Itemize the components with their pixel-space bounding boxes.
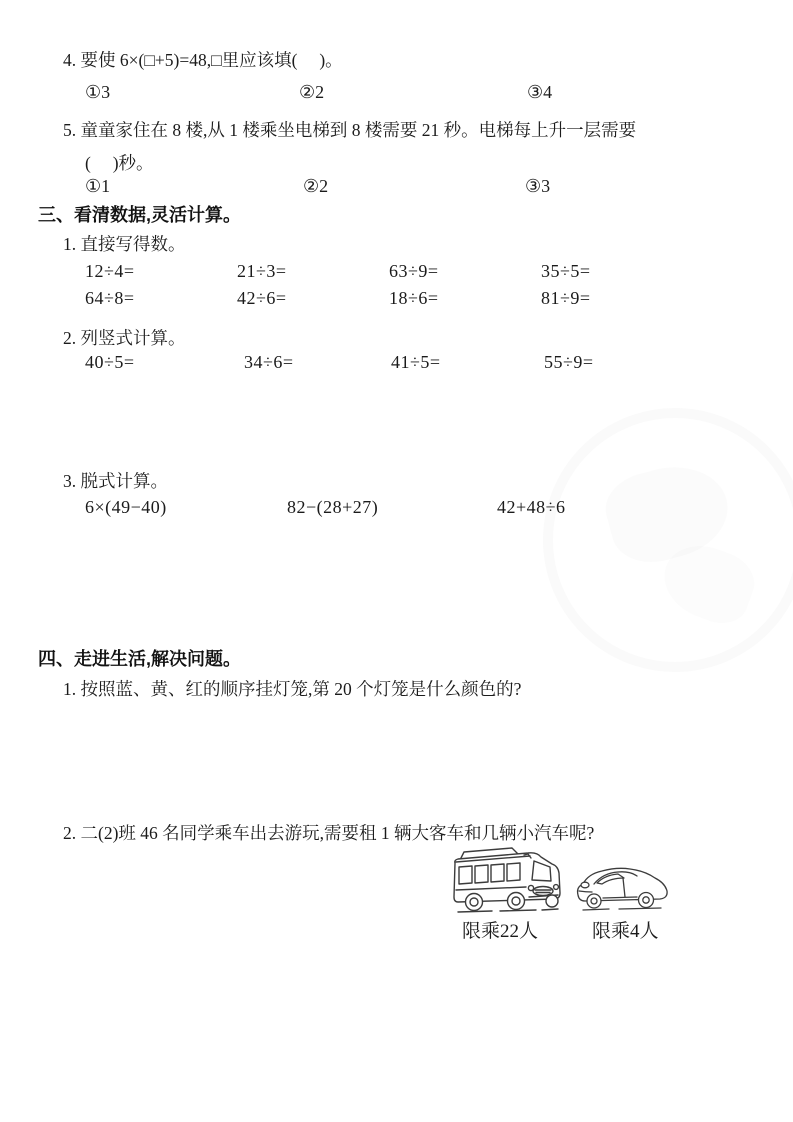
oral-calc-item: 81÷9= <box>541 288 591 308</box>
oral-calc-item: 63÷9= <box>389 261 439 281</box>
question-4-option-2: ②2 <box>299 82 325 102</box>
section-4-question-2: 2. 二(2)班 46 名同学乘车出去游玩,需要租 1 辆大客车和几辆小汽车呢? <box>63 823 595 843</box>
section-4-question-1: 1. 按照蓝、黄、红的顺序挂灯笼,第 20 个灯笼是什么颜色的? <box>63 679 522 699</box>
car-illustration <box>575 860 671 914</box>
watermark-stamp <box>543 408 793 672</box>
section-3-part-1-title: 1. 直接写得数。 <box>63 234 186 254</box>
section-3-part-2-title: 2. 列竖式计算。 <box>63 328 186 348</box>
question-5-text-line2: ( )秒。 <box>85 153 154 173</box>
vertical-calc-item: 55÷9= <box>544 352 594 372</box>
vertical-calc-item: 40÷5= <box>85 352 135 372</box>
oral-calc-item: 42÷6= <box>237 288 287 308</box>
question-4-option-3: ③4 <box>527 82 553 102</box>
question-5-option-2: ②2 <box>303 176 329 196</box>
stepwise-calc-item: 6×(49−40) <box>85 497 167 517</box>
oral-calc-item: 35÷5= <box>541 261 591 281</box>
section-3-part-3-title: 3. 脱式计算。 <box>63 471 168 491</box>
oral-calc-item: 12÷4= <box>85 261 135 281</box>
question-4-option-1: ①3 <box>85 82 111 102</box>
question-5-text-line1: 5. 童童家住在 8 楼,从 1 楼乘坐电梯到 8 楼需要 21 秒。电梯每上升一层需要 <box>63 120 637 140</box>
stepwise-calc-item: 82−(28+27) <box>287 497 379 517</box>
oral-calc-item: 64÷8= <box>85 288 135 308</box>
section-3-title: 三、看清数据,灵活计算。 <box>38 205 241 225</box>
vertical-calc-item: 34÷6= <box>244 352 294 372</box>
section-4-title: 四、走进生活,解决问题。 <box>38 649 241 669</box>
question-5-option-1: ①1 <box>85 176 111 196</box>
bus-capacity-label: 限乘22人 <box>462 921 539 942</box>
stepwise-calc-item: 42+48÷6 <box>497 497 566 517</box>
oral-calc-item: 21÷3= <box>237 261 287 281</box>
car-capacity-label: 限乘4人 <box>592 921 659 942</box>
question-5-option-3: ③3 <box>525 176 551 196</box>
watermark-blob <box>654 535 763 632</box>
question-4-text: 4. 要使 6×(□+5)=48,□里应该填( )。 <box>63 50 343 70</box>
bus-illustration <box>444 846 566 916</box>
vertical-calc-item: 41÷5= <box>391 352 441 372</box>
watermark-blob <box>598 454 737 572</box>
oral-calc-item: 18÷6= <box>389 288 439 308</box>
